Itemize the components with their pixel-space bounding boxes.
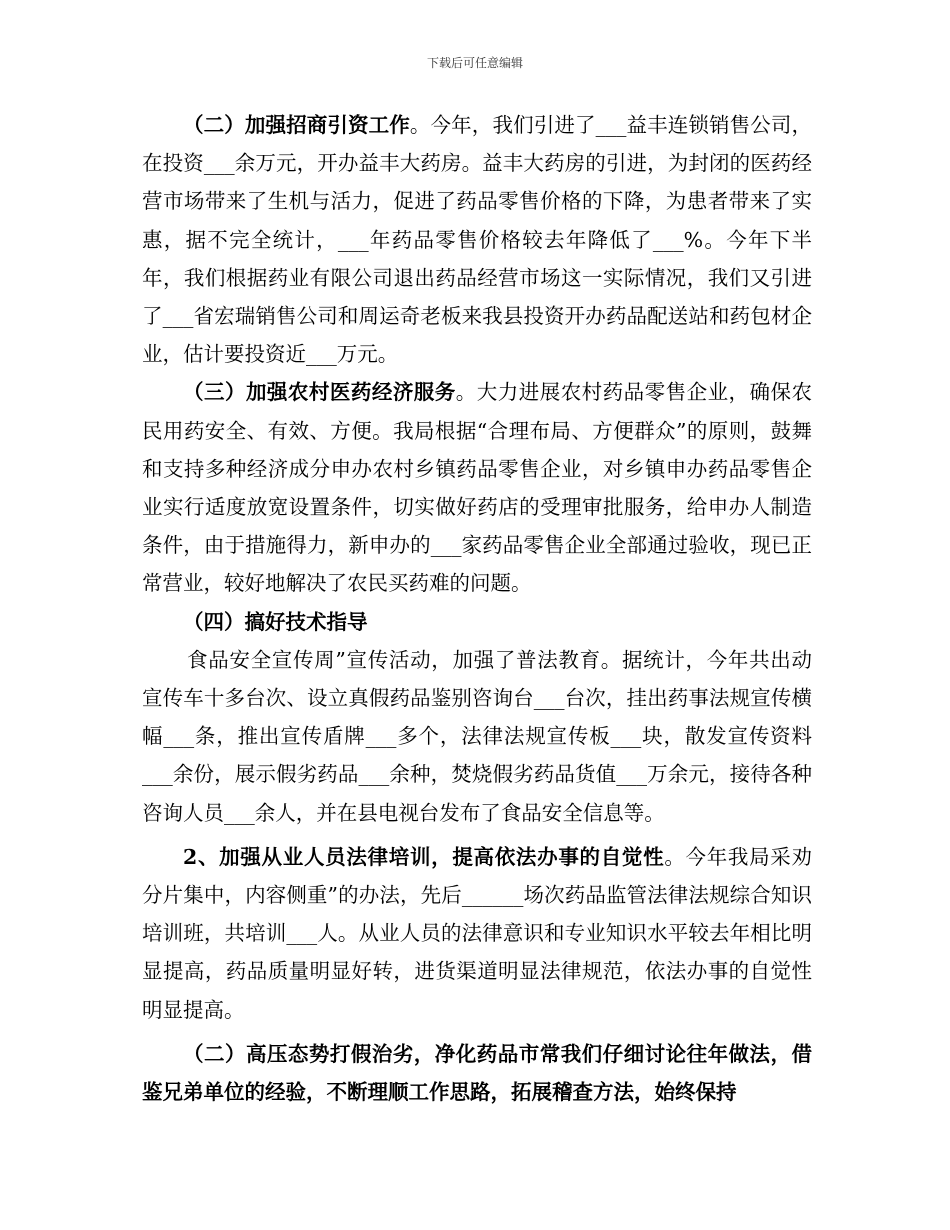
paragraph-heading: （二）高压态势打假治劣，净化药品市常我们仔细讨论往年做法，借鉴兄弟单位的经验，不断理顺工作思路，拓展稽查方法，始终保持 <box>142 1041 812 1105</box>
paragraph-investment <box>142 106 812 373</box>
paragraph-text: 食品安全宣传周”宣传活动，加强了普法教育。据统计，今年共出动宣传车十多台次、设立真假药品鉴别咨询台___台次，挂出药事法规宣传横幅___条，推出宣传盾牌___多个，法律法规宣传板___块，散发宣传资料___余份，展示假劣药品___余种，焚烧假劣药品货值___万余元，接待各种咨询人员___余人，并在县电视台发布了食品安全信息等。 <box>142 647 812 825</box>
page-header: 下载后可任意编辑 <box>426 56 523 70</box>
paragraph-technical-guidance <box>142 603 812 641</box>
paragraph-text: 。今年，我们引进了___益丰连锁销售公司，在投资___余万元，开办益丰大药房。益丰大药房的引进，为封闭的医药经营市场带来了生机与活力，促进了药品零售价格的下降，为患者带来了实惠，据不完全统计，___年药品零售价格较去年降低了___%。今年下半年，我们根据药业有限公司退出药品经营市场这一实际情况，我们又引进了___省宏瑞销售公司和周运奇老板来我县投资开办药品配送站和药包材企业，估计要投资近___万元。 <box>142 113 812 367</box>
paragraph-heading: （三）加强农村医药经济服务 <box>183 380 456 405</box>
paragraph-heading: （四）搞好技术指导 <box>183 609 368 634</box>
paragraph-crackdown <box>142 1035 812 1111</box>
paragraph-publicity <box>142 641 812 832</box>
paragraph-text: 。大力进展农村药品零售企业，确保农民用药安全、有效、方便。我局根据“合理布局、方便群众”的原则，鼓舞和支持多种经济成分申办农村乡镇药品零售企业，对乡镇申办药品零售企业实行适度放宽设置条件，切实做好药店的受理审批服务，给申办人制造条件，由于措施得力，新申办的___家药品零售企业全部通过验收，现已正常营业，较好地解决了农民买药难的问题。 <box>142 380 813 596</box>
paragraph-heading: 2、加强从业人员法律培训，提高依法办事的自觉性 <box>183 844 665 869</box>
paragraph-heading: （二）加强招商引资工作 <box>183 113 410 137</box>
paragraph-legal-training <box>142 838 812 1029</box>
document-body <box>142 106 812 1111</box>
paragraph-text: 。今年我局采劝分片集中，内容侧重”的办法，先后______场次药品监管法律法规综合知识培训班，共培训___人。从业人员的法律意识和专业知识水平较去年相比明显提高，药品质量明显好转，进货渠道明显法律规范，依法办事的自觉性明显提高。 <box>142 844 812 1022</box>
paragraph-rural-service <box>142 373 812 602</box>
